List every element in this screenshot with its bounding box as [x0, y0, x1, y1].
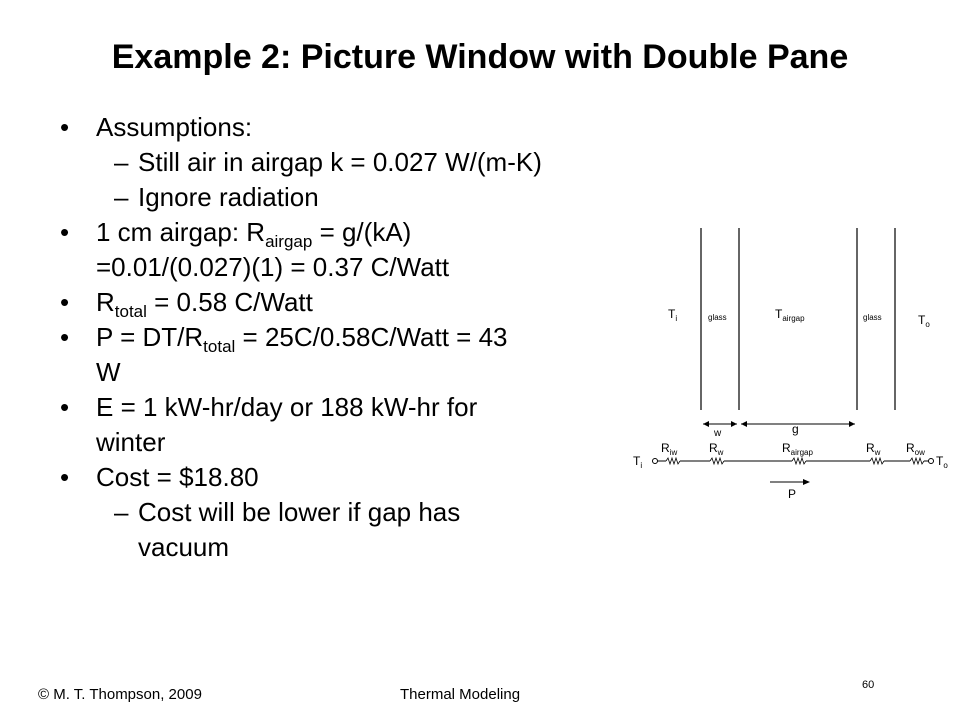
node-ti [653, 459, 658, 464]
label-g: g [792, 422, 799, 436]
bullet-text: W [96, 357, 121, 387]
label-p: P [788, 487, 797, 501]
label-ti: $T_i$ [668, 307, 678, 323]
subscript: total [114, 302, 147, 322]
bullet-text: 1 cm airgap: R [96, 217, 266, 247]
bullet-text: Cost = $18.80 [96, 462, 259, 492]
bullet-dot: • [60, 462, 70, 492]
subscript: airgap [265, 232, 313, 252]
circuit-to-label: $T_o$ [936, 454, 948, 470]
bullet-dot: • [60, 217, 70, 247]
bullet-text: =0.01/(0.027)(1) = 0.37 C/Watt [96, 252, 450, 282]
bullet-dot: • [60, 112, 70, 142]
arrowhead [731, 421, 737, 427]
dash: – [114, 182, 129, 212]
bullet-text: R [96, 287, 115, 317]
bullet-text: winter [96, 427, 166, 457]
label-r-w-left: $R_w$ [709, 441, 724, 457]
subscript: total [203, 337, 236, 357]
label-r-w-right: $R_w$ [866, 441, 881, 457]
label-r-ow: $R_{ow}$ [906, 441, 925, 457]
subbullet-text: Ignore radiation [138, 182, 319, 212]
label-glass-right: glass [863, 313, 882, 322]
resistor-icon [792, 458, 806, 464]
slide-title: Example 2: Picture Window with Double Pane [111, 38, 849, 76]
label-w: w [714, 428, 722, 439]
bullet-text: Assumptions: [96, 112, 253, 142]
resistor-icon [666, 458, 680, 464]
resistor-icon [870, 458, 884, 464]
bullet-text: P = DT/R [96, 322, 204, 352]
bullet-dot: • [60, 287, 70, 317]
bullet-text: E = 1 kW-hr/day or 188 kW-hr for [96, 392, 478, 422]
footer-copyright: © M. T. Thompson, 2009 [38, 686, 202, 703]
dash: – [114, 497, 129, 527]
resistor-icon [910, 458, 924, 464]
label-tairgap: $T_{airgap}$ [775, 307, 805, 323]
subbullet-text: Still air in airgap k = 0.027 W/(m-K) [138, 147, 542, 177]
arrowhead [741, 421, 747, 427]
dash: – [114, 147, 129, 177]
bullet-text: = 25C/0.58C/Watt = 43 [235, 322, 508, 352]
arrowhead [803, 479, 810, 485]
label-r-iw: $R_{iw}$ [661, 441, 678, 457]
label-glass-left: glass [708, 313, 727, 322]
circuit-ti-label: $T_i$ [633, 454, 643, 470]
subbullet-text: Cost will be lower if gap has [138, 497, 461, 527]
label-to: $T_o$ [918, 313, 930, 329]
arrowhead [849, 421, 855, 427]
bullet-text: = g/(kA) [312, 217, 412, 247]
node-to [929, 459, 934, 464]
label-r-airgap: $R_{airgap}$ [782, 441, 813, 457]
subbullet-text: vacuum [138, 532, 230, 562]
footer-topic: Thermal Modeling [400, 686, 521, 703]
bullet-text: = 0.58 C/Watt [146, 287, 313, 317]
page-number: 60 [862, 679, 875, 691]
bullet-dot: • [60, 392, 70, 422]
bullet-dot: • [60, 322, 70, 352]
arrowhead [703, 421, 709, 427]
resistor-icon [710, 458, 724, 464]
